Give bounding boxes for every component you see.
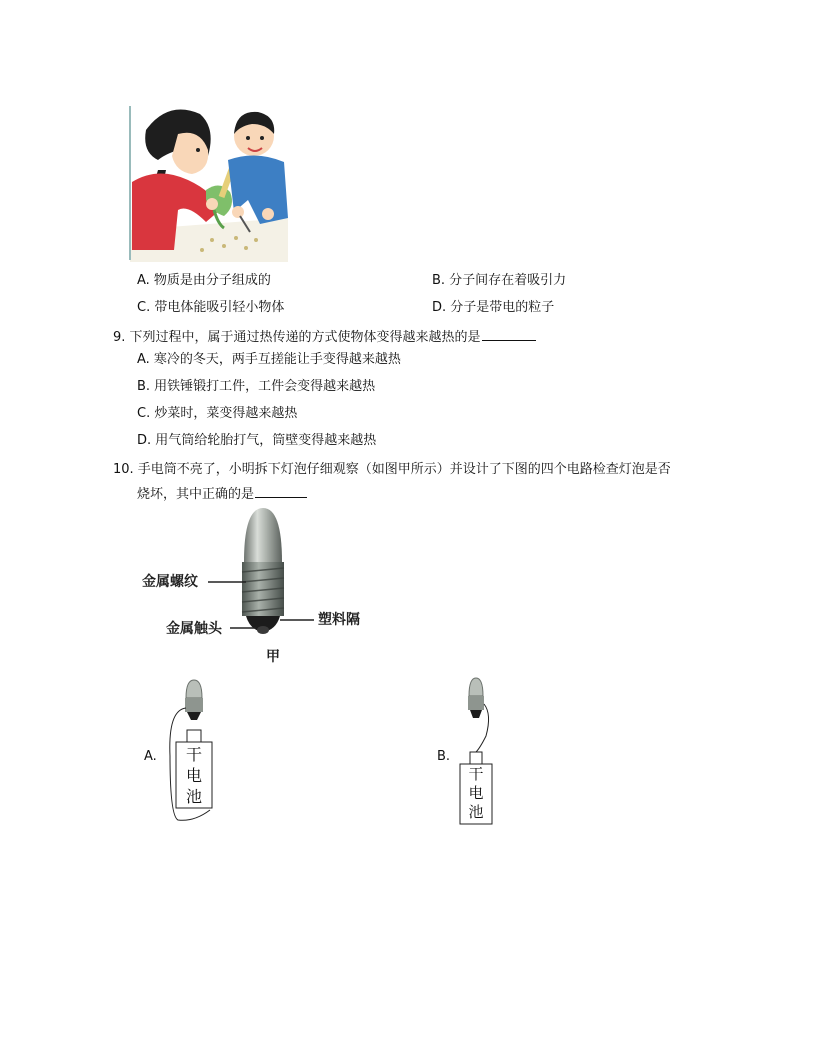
- q9-stem-text: 9. 下列过程中，属于通过热传递的方式使物体变得越来越热的是: [113, 330, 481, 345]
- q10-stem-line1: 10. 手电筒不亮了，小明拆下灯泡仔细观察（如图甲所示）并设计了下图的四个电路检查灯泡是否: [113, 462, 671, 477]
- circuit-a-battery-char-3: 池: [185, 787, 202, 806]
- circuit-a-label: A.: [144, 749, 157, 764]
- circuit-a-battery-char-1: 干: [185, 745, 202, 764]
- q8-option-d: D. 分子是带电的粒子: [432, 300, 555, 315]
- label-metal-contact: 金属触头: [166, 621, 222, 637]
- circuit-b-diagram: [456, 674, 516, 826]
- figure-caption-jia: 甲: [266, 649, 280, 665]
- q9-answer-blank: [482, 328, 536, 341]
- circuit-b-label: B.: [437, 749, 451, 764]
- q9-option-c: C. 炒菜时，菜变得越来越热: [137, 406, 298, 421]
- circuit-a-diagram: [164, 676, 244, 826]
- q8-option-b: B. 分子间存在着吸引力: [432, 273, 567, 288]
- label-metal-thread: 金属螺纹: [142, 574, 198, 590]
- circuit-b-battery-char-2: 电: [468, 784, 484, 802]
- q9-option-d: D. 用气筒给轮胎打气，筒壁变得越来越热: [137, 433, 377, 448]
- q9-option-b: B. 用铁锤锻打工件，工件会变得越来越热: [137, 379, 376, 394]
- circuit-b-battery-char-3: 池: [468, 803, 484, 821]
- q8-option-c: C. 带电体能吸引轻小物体: [137, 300, 285, 315]
- children-experiment-illustration: [128, 100, 290, 262]
- q9-option-a: A. 寒冷的冬天，两手互搓能让手变得越来越热: [137, 352, 401, 367]
- label-plastic-insulator: 塑料隔: [318, 612, 360, 628]
- q9-stem: [113, 328, 536, 347]
- q8-option-a: A. 物质是由分子组成的: [137, 273, 271, 288]
- circuit-a-battery-char-2: 电: [185, 766, 202, 785]
- q10-stem-line2-text: 烧坏，其中正确的是: [137, 487, 255, 502]
- circuit-b-battery-char-1: 干: [468, 765, 484, 783]
- q10-answer-blank: [255, 485, 307, 498]
- q10-stem-line2: [137, 485, 307, 504]
- bulb-diagram: [136, 506, 396, 666]
